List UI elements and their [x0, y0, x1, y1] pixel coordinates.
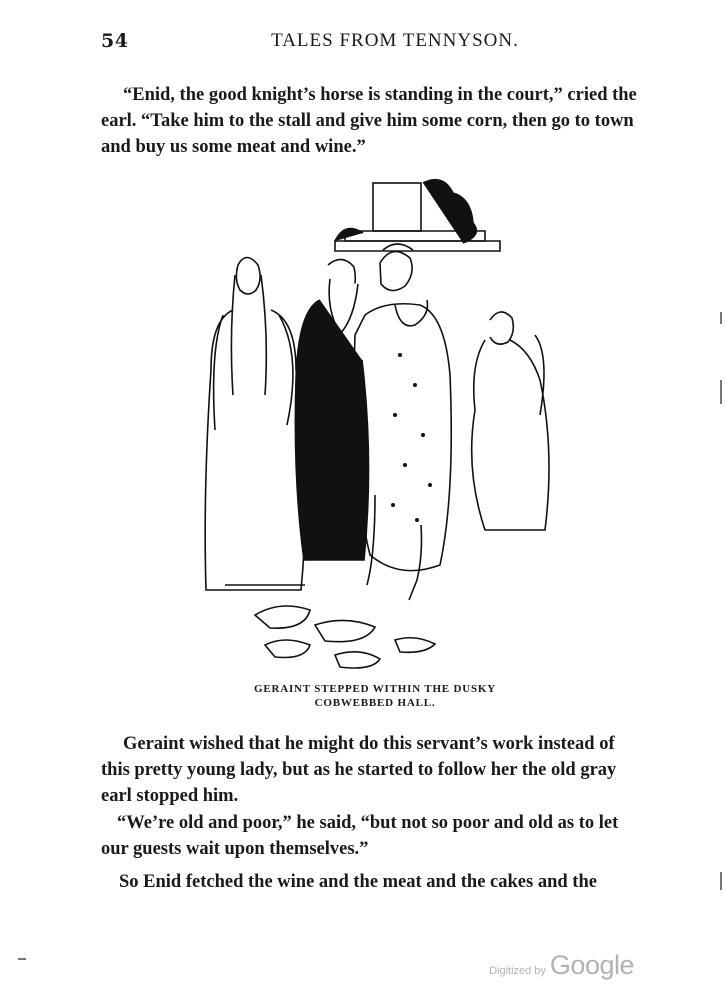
paragraph-2: Geraint wished that he might do this servant’s work instead of this pretty young lady, but as he started to follow her the old gray earl stopped him.: [101, 734, 617, 806]
illustration-geraint-in-hall: [195, 175, 555, 675]
illustration-caption: [200, 682, 550, 710]
google-logo: Google: [549, 950, 634, 980]
scan-edge-mark: [18, 958, 26, 960]
watermark-prefix: Digitized by: [489, 965, 546, 977]
running-head: TALES FROM TENNYSON.: [271, 30, 519, 51]
scan-edge-mark: [720, 872, 722, 890]
paragraph-4: So Enid fetched the wine and the meat and the cakes and the: [119, 872, 597, 892]
page-number: 54: [101, 30, 129, 52]
digitized-by-google-watermark: [489, 950, 634, 981]
caption-line-1: GERAINT STEPPED WITHIN THE DUSKY: [254, 683, 496, 695]
paragraph-3: “We’re old and poor,” he said, “but not so poor and old as to let our guests wait upon themselves.”: [101, 813, 619, 859]
scan-edge-mark: [720, 380, 722, 404]
scan-edge-mark: [720, 312, 722, 324]
paragraph-1: “Enid, the good knight’s horse is standing in the court,” cried the earl. “Take him to the stall and give him some corn, then go to town and buy us some meat and wine.”: [101, 85, 637, 157]
caption-line-2: COBWEBBED HALL.: [314, 697, 436, 709]
